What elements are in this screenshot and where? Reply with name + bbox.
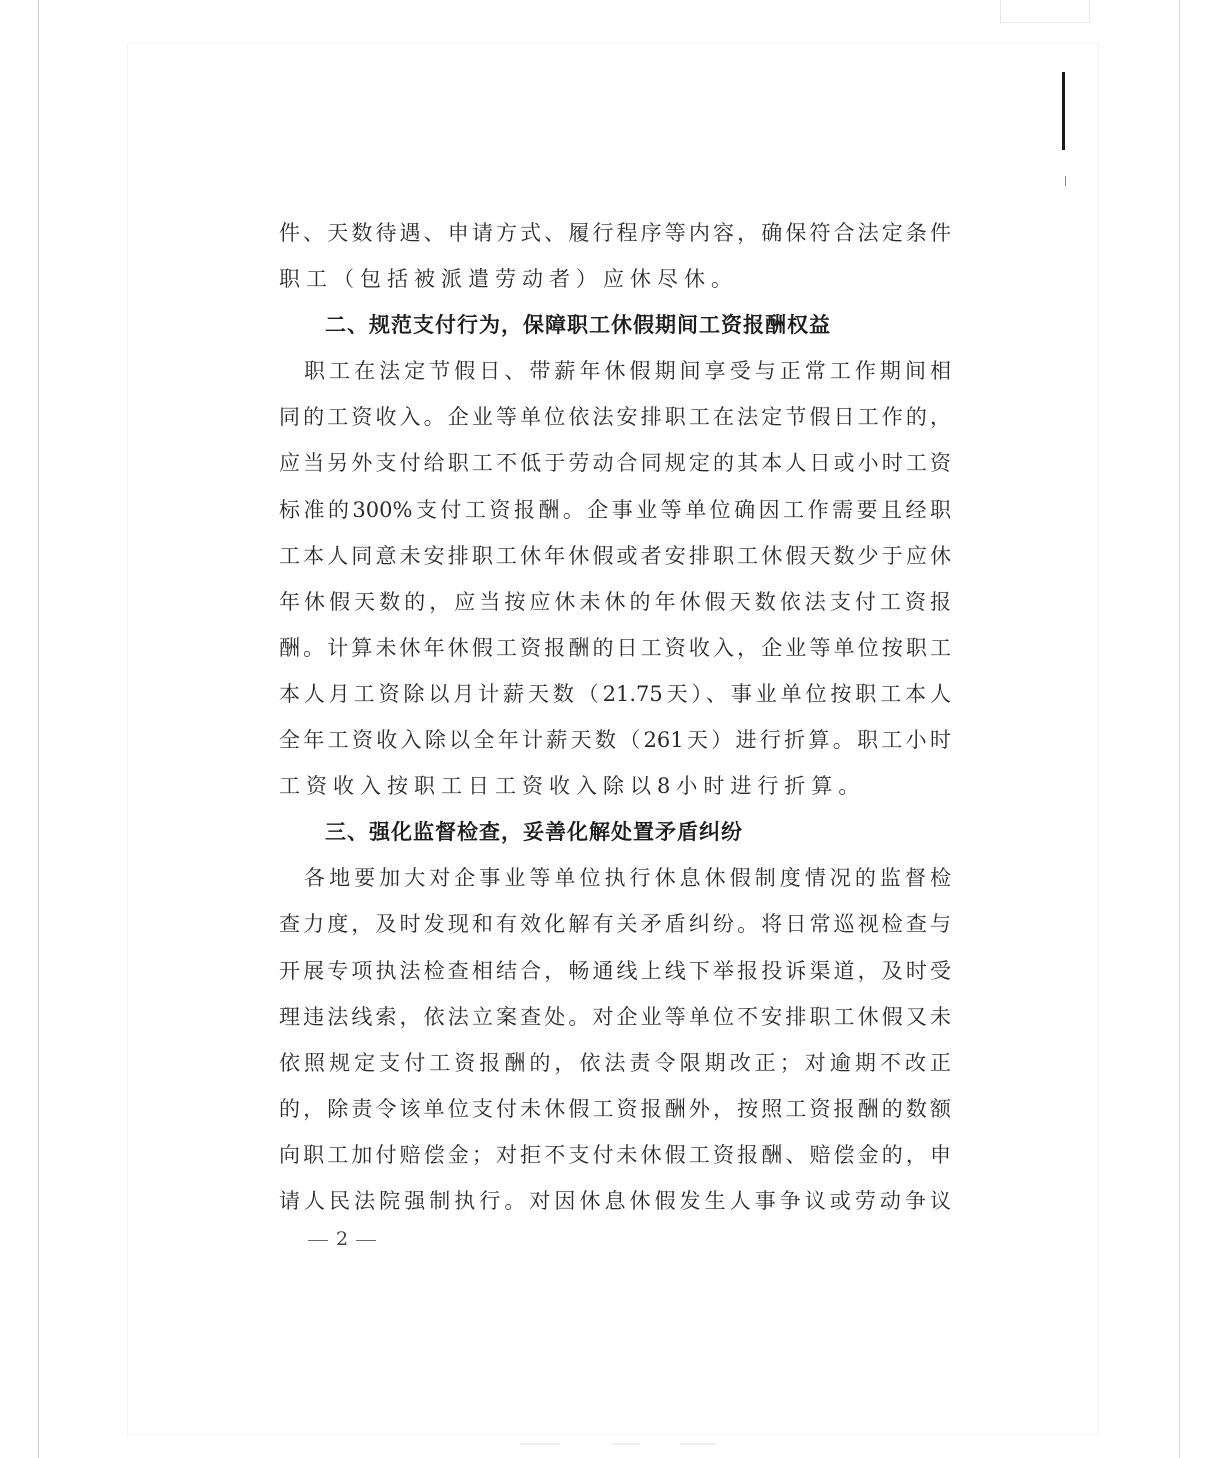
section-heading-3: 三、强化监督检查，妥善化解处置矛盾纠纷 [325,820,743,845]
text-line: 请人民法院强制执行。对因休息休假发生人事争议或劳动争议 [279,1188,951,1213]
page-number-dash-right [356,1240,376,1241]
text-line: 向职工加付赔偿金；对拒不支付未休假工资报酬、赔偿金的，申 [279,1142,951,1167]
text-line: 职工（包括被派遣劳动者）应休尽休。 [279,267,738,292]
section-heading-2: 二、规范支付行为，保障职工休假期间工资报酬权益 [325,313,831,338]
text-line: 全年工资收入除以全年计薪天数（261天）进行折算。职工小时 [279,728,951,753]
scan-left-edge [38,0,39,1458]
text-line: 各地要加大对企事业等单位执行休息休假制度情况的监督检 [279,866,951,891]
text-line: 应当另外支付给职工不低于劳动合同规定的其本人日或小时工资 [279,451,951,476]
text-line: 依照规定支付工资报酬的，依法责令限期改正；对逾期不改正 [279,1050,951,1075]
text-line: 工本人同意未安排职工休年休假或者安排职工休假天数少于应休 [279,543,951,568]
text-line: 年休假天数的，应当按应休未休的年休假天数依法支付工资报 [279,589,951,614]
binding-dot [1065,176,1066,186]
binding-mark [1062,72,1065,150]
text-line: 酬。计算未休年休假工资报酬的日工资收入，企业等单位按职工 [279,635,951,660]
text-line: 职工在法定节假日、带薪年休假期间享受与正常工作期间相 [279,359,951,384]
text-line: 的，除责令该单位支付未休假工资报酬外，按照工资报酬的数额 [279,1096,951,1121]
text-line: 开展专项执法检查相结合，畅通线上线下举报投诉渠道，及时受 [279,958,951,983]
text-line: 查力度，及时发现和有效化解有关矛盾纠纷。将日常巡视检查与 [279,912,951,937]
scan-smudge [680,1443,716,1445]
text-line: 工资收入按职工日工资收入除以8小时进行折算。 [279,774,866,799]
text-line: 标准的300%支付工资报酬。企事业等单位确因工作需要且经职 [279,497,951,522]
page-number [300,1226,384,1252]
page-number-value: 2 [336,1228,349,1250]
text-line: 同的工资收入。企业等单位依法安排职工在法定节假日工作的， [279,405,951,430]
document-body [279,210,951,1224]
scan-smudge [610,1443,640,1445]
scan-corner-mark [1000,0,1090,23]
scan-right-edge [1179,0,1180,1458]
text-line: 件、天数待遇、申请方式、履行程序等内容，确保符合法定条件 [279,221,951,245]
page-number-dash-left [308,1240,328,1241]
text-line: 理违法线索，依法立案查处。对企业等单位不安排职工休假又未 [279,1004,951,1029]
text-line: 本人月工资除以月计薪天数（21.75天）、事业单位按职工本人 [279,681,951,706]
scan-smudge [520,1443,560,1445]
